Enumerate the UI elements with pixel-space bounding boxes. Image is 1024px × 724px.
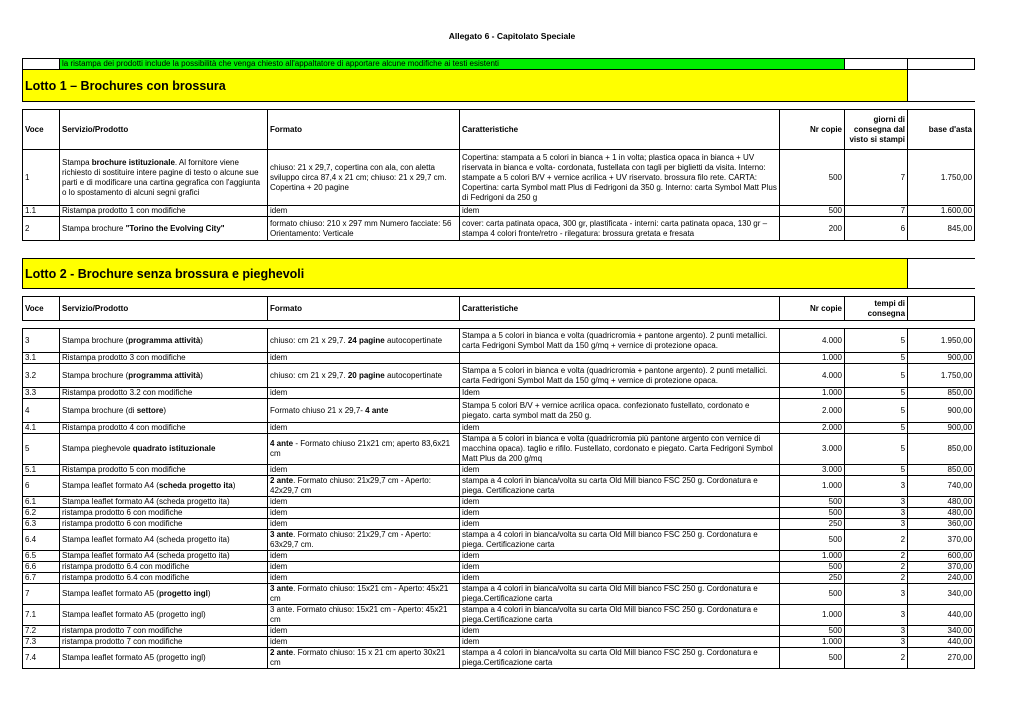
servizio-cell-bold: quadrato istituzionale — [132, 444, 216, 453]
table-row — [23, 150, 975, 206]
copie-cell: 500 — [780, 497, 845, 508]
formato-cell-post: . Formato chiuso: 15 x 21 cm aperto 30x21 cm — [270, 648, 446, 667]
lotto2-title: Lotto 2 - Brochure senza brossura e pieghevoli — [23, 259, 908, 289]
servizio-cell-post: ) — [163, 405, 167, 415]
copie-cell: 1.000 — [780, 388, 845, 399]
formato-cell-bold: 2 ante — [270, 648, 294, 657]
servizio-cell — [60, 150, 268, 206]
table-row — [23, 399, 975, 423]
formato-cell-bold: 20 pagine — [347, 370, 385, 380]
servizio-cell-pre: ristampa prodotto 6.4 con modifiche — [62, 562, 190, 571]
formato-cell-pre: idem — [270, 519, 288, 528]
formato-cell-pre: idem — [270, 465, 288, 474]
servizio-cell — [60, 508, 268, 519]
table-row — [23, 648, 975, 669]
servizio-cell — [60, 584, 268, 605]
servizio-cell-pre: Stampa leaflet formato A4 ( — [62, 481, 159, 490]
table-row — [23, 329, 975, 353]
caratteristiche-cell: cover: carta patinata opaca, 300 gr, plastificata - interni: carta patinata opaca, 130 gr – stampa 4 colori fronte/retro - rilegatura: brossura gretata e fresata — [460, 217, 780, 241]
copie-cell: 500 — [780, 584, 845, 605]
servizio-cell — [60, 465, 268, 476]
base-cell: 740,00 — [908, 476, 975, 497]
servizio-cell — [60, 353, 268, 364]
formato-cell-pre: idem — [270, 388, 288, 397]
table-row — [23, 605, 975, 626]
servizio-cell-pre: Ristampa prodotto 3.2 con modifiche — [62, 388, 193, 397]
formato-cell — [268, 637, 460, 648]
voce-cell: 1.1 — [23, 206, 60, 217]
lotto1-title-row — [23, 70, 975, 102]
voce-cell: 5 — [23, 434, 60, 465]
giorni-cell: 3 — [845, 584, 908, 605]
servizio-cell-pre: Ristampa prodotto 1 con modifiche — [62, 206, 186, 215]
servizio-cell — [60, 648, 268, 669]
formato-cell-pre: formato chiuso: 210 x 297 mm Numero facciate: 56 Orientamento: Verticale — [270, 218, 452, 238]
voce-cell: 2 — [23, 217, 60, 241]
caratteristiche-cell: stampa a 4 colori in bianca/volta su carta Old Mill bianco FSC 250 g. Cordonatura e piega.Certificazione carta — [460, 605, 780, 626]
formato-cell — [268, 508, 460, 519]
formato-cell — [268, 399, 460, 423]
servizio-cell-pre: Stampa leaflet formato A4 (scheda progetto ita) — [62, 551, 230, 560]
copie-cell: 250 — [780, 519, 845, 530]
voce-cell: 6 — [23, 476, 60, 497]
base-cell: 370,00 — [908, 562, 975, 573]
servizio-cell — [60, 551, 268, 562]
base-cell: 270,00 — [908, 648, 975, 669]
table-row — [23, 584, 975, 605]
giorni-cell: 3 — [845, 508, 908, 519]
giorni-cell: 5 — [845, 434, 908, 465]
formato-cell-pre: idem — [270, 206, 288, 215]
servizio-cell-bold: programma attività — [128, 370, 201, 380]
table-row — [23, 626, 975, 637]
servizio-cell-pre: Stampa leaflet formato A4 (scheda progetto ita) — [62, 535, 230, 544]
base-cell: 480,00 — [908, 497, 975, 508]
formato-cell-pre: idem — [270, 497, 288, 506]
copie-cell: 4.000 — [780, 329, 845, 353]
formato-cell — [268, 217, 460, 241]
formato-cell-pre: chiuso: cm 21 x 29,7. — [270, 335, 348, 345]
voce-cell: 3.2 — [23, 364, 60, 388]
header-voce: Voce — [23, 297, 60, 321]
servizio-cell — [60, 605, 268, 626]
lotto2-header-row — [23, 297, 975, 321]
caratteristiche-cell: idem — [460, 562, 780, 573]
table-row — [23, 423, 975, 434]
table-row — [23, 206, 975, 217]
servizio-cell — [60, 434, 268, 465]
header-copie: Nr copie — [780, 297, 845, 321]
caratteristiche-cell: Idem — [460, 388, 780, 399]
base-cell: 900,00 — [908, 423, 975, 434]
base-cell: 850,00 — [908, 388, 975, 399]
servizio-cell-pre: Stampa pieghevole — [62, 444, 133, 453]
caratteristiche-cell: idem — [460, 637, 780, 648]
servizio-cell — [60, 573, 268, 584]
formato-cell — [268, 150, 460, 206]
formato-cell-pre: idem — [270, 508, 288, 517]
copie-cell: 500 — [780, 626, 845, 637]
voce-cell: 4 — [23, 399, 60, 423]
giorni-cell: 3 — [845, 476, 908, 497]
caratteristiche-cell: idem — [460, 423, 780, 434]
servizio-cell-post: ) — [200, 370, 203, 380]
formato-cell — [268, 497, 460, 508]
formato-cell — [268, 465, 460, 476]
table-row — [23, 217, 975, 241]
servizio-cell-pre: Stampa leaflet formato A5 ( — [62, 589, 159, 598]
copie-cell: 500 — [780, 648, 845, 669]
servizio-cell-bold: settore — [136, 405, 164, 415]
copie-cell: 1.000 — [780, 551, 845, 562]
header-giorni: tempi di consegna — [845, 297, 908, 321]
voce-cell: 6.4 — [23, 530, 60, 551]
voce-cell: 7.4 — [23, 648, 60, 669]
servizio-cell — [60, 423, 268, 434]
servizio-cell — [60, 399, 268, 423]
servizio-cell — [60, 217, 268, 241]
table-row — [23, 434, 975, 465]
servizio-cell-pre: Ristampa prodotto 5 con modifiche — [62, 465, 186, 474]
formato-cell — [268, 648, 460, 669]
servizio-cell-bold: brochure istituzionale — [91, 157, 175, 167]
formato-cell — [268, 353, 460, 364]
formato-cell-bold: 3 ante — [270, 584, 294, 593]
copie-cell: 250 — [780, 573, 845, 584]
lotto2-title-row — [23, 259, 975, 289]
caratteristiche-cell: Stampa a 5 colori in bianca e volta (quadricromia + pantone argento). 2 punti metallici. carta Fedrigoni Symbol Matt da 150 g/mq + vernice di protezione opaca. — [460, 364, 780, 388]
formato-cell-pre: idem — [270, 562, 288, 571]
voce-cell: 6.3 — [23, 519, 60, 530]
caratteristiche-cell: idem — [460, 497, 780, 508]
note-row — [23, 59, 975, 70]
servizio-cell-pre: Ristampa prodotto 3 con modifiche — [62, 353, 186, 362]
servizio-cell — [60, 329, 268, 353]
formato-cell — [268, 423, 460, 434]
spreadsheet — [22, 58, 974, 669]
header-base: base d'asta — [908, 110, 975, 150]
servizio-cell — [60, 530, 268, 551]
base-cell: 900,00 — [908, 353, 975, 364]
formato-cell-bold: 4 ante — [365, 405, 389, 415]
voce-cell: 7.3 — [23, 637, 60, 648]
giorni-cell: 2 — [845, 562, 908, 573]
voce-cell: 3 — [23, 329, 60, 353]
copie-cell: 1.000 — [780, 353, 845, 364]
caratteristiche-cell: stampa a 4 colori in bianca/volta su carta Old Mill bianco FSC 250 g. Cordonatura e piega.Certificazione carta — [460, 584, 780, 605]
giorni-cell: 7 — [845, 150, 908, 206]
giorni-cell: 5 — [845, 423, 908, 434]
formato-cell — [268, 573, 460, 584]
formato-cell-post: . Formato chiuso: 21x29,7 cm - Aperto: 63x29,7 cm. — [270, 530, 431, 549]
voce-cell: 6.2 — [23, 508, 60, 519]
servizio-cell-bold: scheda progetto ita — [158, 481, 233, 490]
formato-cell — [268, 434, 460, 465]
formato-cell — [268, 626, 460, 637]
servizio-cell-pre: Stampa leaflet formato A4 (scheda progetto ita) — [62, 497, 230, 506]
servizio-cell-pre: ristampa prodotto 6.4 con modifiche — [62, 573, 190, 582]
formato-cell-post: autocopertinate — [384, 370, 443, 380]
base-cell: 370,00 — [908, 530, 975, 551]
caratteristiche-cell: Copertina: stampata a 5 colori in bianca + 1 in volta; plastica opaca in bianca + UV riservata in bianca e volta- cordonata, fustellata con tagli per biglietti da visita. Interno: stampate a 5 colori B/V + vernice acrilica + UV riservato. brossura filo rete. CARTA: Copertina: carta Symbol matt Plus di Fedrigoni da 350 g. Interno: carta Symbol Matt Plus di Fedrigoni da 250 g — [460, 150, 780, 206]
table-row — [23, 476, 975, 497]
copie-cell: 2.000 — [780, 399, 845, 423]
formato-cell-pre: idem — [270, 353, 288, 362]
formato-cell-pre: chiuso: 21 x 29,7, copertina con ala, con aletta sviluppo circa 87,4 x 21 cm; chiuso: 21 x 29,7 cm. Copertina + 20 pagine — [270, 162, 447, 192]
lotto1-title: Lotto 1 – Brochures con brossura — [23, 70, 908, 102]
capitolato-table — [22, 58, 975, 669]
servizio-cell-bold: programma attività — [128, 335, 201, 345]
giorni-cell: 2 — [845, 530, 908, 551]
base-cell: 850,00 — [908, 465, 975, 476]
header-caratteristiche: Caratteristiche — [460, 297, 780, 321]
header-giorni: giorni di consegna dal visto si stampi — [845, 110, 908, 150]
base-cell: 1.950,00 — [908, 329, 975, 353]
giorni-cell: 6 — [845, 217, 908, 241]
giorni-cell: 5 — [845, 399, 908, 423]
copie-cell: 1.000 — [780, 476, 845, 497]
base-cell: 480,00 — [908, 508, 975, 519]
caratteristiche-cell: Stampa a 5 colori in bianca e volta (quadricromia + pantone argento). 2 punti metallici. carta Fedrigoni Symbol Matt da 150 g/mq + vernice di protezione opaca. — [460, 329, 780, 353]
copie-cell: 500 — [780, 150, 845, 206]
base-cell: 240,00 — [908, 573, 975, 584]
formato-cell — [268, 206, 460, 217]
caratteristiche-cell: stampa a 4 colori in bianca/volta su carta Old Mill bianco FSC 250 g. Cordonatura e piega. Certificazione carta — [460, 476, 780, 497]
table-row — [23, 364, 975, 388]
giorni-cell: 3 — [845, 519, 908, 530]
giorni-cell: 3 — [845, 637, 908, 648]
copie-cell: 2.000 — [780, 423, 845, 434]
formato-cell — [268, 388, 460, 399]
servizio-cell — [60, 637, 268, 648]
base-cell: 440,00 — [908, 637, 975, 648]
base-cell: 1.750,00 — [908, 364, 975, 388]
servizio-cell — [60, 388, 268, 399]
servizio-cell — [60, 476, 268, 497]
header-servizio: Servizio/Prodotto — [60, 110, 268, 150]
formato-cell-pre: idem — [270, 637, 288, 646]
formato-cell-bold: 3 ante — [270, 530, 294, 539]
table-row — [23, 388, 975, 399]
servizio-cell-pre: Stampa brochure (di — [62, 405, 137, 415]
copie-cell: 500 — [780, 508, 845, 519]
table-row — [23, 497, 975, 508]
servizio-cell-pre: Stampa — [62, 157, 92, 167]
header-caratteristiche: Caratteristiche — [460, 110, 780, 150]
base-cell: 600,00 — [908, 551, 975, 562]
caratteristiche-cell: idem — [460, 626, 780, 637]
giorni-cell: 5 — [845, 364, 908, 388]
caratteristiche-cell: idem — [460, 206, 780, 217]
formato-cell-pre: idem — [270, 423, 288, 432]
base-cell: 850,00 — [908, 434, 975, 465]
base-cell: 1.600,00 — [908, 206, 975, 217]
copie-cell: 500 — [780, 206, 845, 217]
giorni-cell: 3 — [845, 626, 908, 637]
formato-cell-pre: idem — [270, 551, 288, 560]
document-title: Allegato 6 - Capitolato Speciale — [448, 31, 576, 41]
formato-cell-post: - Formato chiuso 21x21 cm; aperto 83,6x21 cm — [270, 439, 451, 458]
voce-cell: 6.6 — [23, 562, 60, 573]
header-formato: Formato — [268, 297, 460, 321]
formato-cell-pre: Formato chiuso 21 x 29,7- — [270, 405, 366, 415]
servizio-cell-pre: ristampa prodotto 6 con modifiche — [62, 508, 183, 517]
copie-cell: 500 — [780, 530, 845, 551]
servizio-cell-pre: ristampa prodotto 6 con modifiche — [62, 519, 183, 528]
servizio-cell-pre: Stampa brochure ( — [62, 370, 129, 380]
base-cell: 340,00 — [908, 584, 975, 605]
base-cell: 340,00 — [908, 626, 975, 637]
servizio-cell — [60, 497, 268, 508]
table-row — [23, 551, 975, 562]
base-cell: 1.750,00 — [908, 150, 975, 206]
base-cell: 845,00 — [908, 217, 975, 241]
caratteristiche-cell: idem — [460, 519, 780, 530]
servizio-cell-pre: Stampa leaflet formato A5 (progetto ingl) — [62, 653, 206, 662]
servizio-cell — [60, 364, 268, 388]
formato-cell-pre: idem — [270, 573, 288, 582]
voce-cell: 3.1 — [23, 353, 60, 364]
servizio-cell — [60, 519, 268, 530]
table-row — [23, 353, 975, 364]
servizio-cell-post: ) — [232, 481, 236, 490]
copie-cell: 200 — [780, 217, 845, 241]
voce-cell: 7.2 — [23, 626, 60, 637]
formato-cell-pre: 3 ante. Formato chiuso: 15x21 cm - Aperto: 45x21 cm — [270, 605, 448, 624]
copie-cell: 1.000 — [780, 605, 845, 626]
base-cell: 440,00 — [908, 605, 975, 626]
base-cell: 360,00 — [908, 519, 975, 530]
table-row — [23, 637, 975, 648]
giorni-cell: 5 — [845, 353, 908, 364]
table-row — [23, 530, 975, 551]
formato-cell — [268, 584, 460, 605]
header-formato: Formato — [268, 110, 460, 150]
giorni-cell: 7 — [845, 206, 908, 217]
servizio-cell-post: ) — [207, 589, 211, 598]
formato-cell-post: . Formato chiuso: 15x21 cm - Aperto: 45x21 cm — [270, 584, 449, 603]
lotto1-header-row — [23, 110, 975, 150]
caratteristiche-cell: Stampa 5 colori B/V + vernice acrilica opaca. confezionato fustellato, cordonato e piegato. carta symbol matt da 250 g. — [460, 399, 780, 423]
servizio-cell — [60, 562, 268, 573]
caratteristiche-cell — [460, 353, 780, 364]
servizio-cell-post: . Al fornitore viene richiesto di sostituire intere pagine di testo o alcune sue parti e di modificare una cartina gegrafica con l'aggiunta o lo spostamento di alcuni segni grafici — [62, 157, 261, 197]
servizio-cell-bold: "Torino the Evolving City" — [125, 223, 225, 233]
voce-cell: 4.1 — [23, 423, 60, 434]
formato-cell — [268, 530, 460, 551]
servizio-cell — [60, 626, 268, 637]
voce-cell: 7 — [23, 584, 60, 605]
caratteristiche-cell: idem — [460, 551, 780, 562]
servizio-cell-post: ) — [200, 335, 203, 345]
giorni-cell: 3 — [845, 605, 908, 626]
voce-cell: 6.5 — [23, 551, 60, 562]
header-servizio: Servizio/Prodotto — [60, 297, 268, 321]
copie-cell: 500 — [780, 562, 845, 573]
caratteristiche-cell: idem — [460, 465, 780, 476]
copie-cell: 3.000 — [780, 465, 845, 476]
formato-cell — [268, 605, 460, 626]
formato-cell — [268, 364, 460, 388]
caratteristiche-cell: idem — [460, 573, 780, 584]
voce-cell: 5.1 — [23, 465, 60, 476]
header-copie: Nr copie — [780, 110, 845, 150]
table-row — [23, 508, 975, 519]
formato-cell — [268, 329, 460, 353]
caratteristiche-cell: stampa a 4 colori in bianca/volta su carta Old Mill bianco FSC 250 g. Cordonatura e piega. Certificazione carta — [460, 530, 780, 551]
servizio-cell-bold: progetto ingl — [158, 589, 208, 598]
giorni-cell: 2 — [845, 551, 908, 562]
formato-cell-bold: 4 ante — [270, 439, 294, 448]
copie-cell: 3.000 — [780, 434, 845, 465]
servizio-cell-pre: Stampa leaflet formato A5 (progetto ingl) — [62, 610, 206, 619]
caratteristiche-cell: stampa a 4 colori in bianca/volta su carta Old Mill bianco FSC 250 g. Cordonatura e piega.Certificazione carta — [460, 648, 780, 669]
giorni-cell: 2 — [845, 648, 908, 669]
table-row — [23, 562, 975, 573]
copie-cell: 4.000 — [780, 364, 845, 388]
voce-cell: 3.3 — [23, 388, 60, 399]
giorni-cell: 5 — [845, 329, 908, 353]
formato-cell — [268, 476, 460, 497]
servizio-cell-pre: Stampa brochure ( — [62, 335, 129, 345]
formato-cell-bold: 2 ante — [270, 476, 294, 485]
servizio-cell-pre: ristampa prodotto 7 con modifiche — [62, 626, 183, 635]
formato-cell — [268, 551, 460, 562]
table-row — [23, 519, 975, 530]
base-cell: 900,00 — [908, 399, 975, 423]
formato-cell — [268, 562, 460, 573]
giorni-cell: 5 — [845, 388, 908, 399]
voce-cell: 7.1 — [23, 605, 60, 626]
header-base — [908, 297, 975, 321]
servizio-cell — [60, 206, 268, 217]
giorni-cell: 3 — [845, 497, 908, 508]
copie-cell: 1.000 — [780, 637, 845, 648]
table-row — [23, 573, 975, 584]
servizio-cell-pre: ristampa prodotto 7 con modifiche — [62, 637, 183, 646]
formato-cell-bold: 24 pagine — [347, 335, 385, 345]
caratteristiche-cell: Stampa a 5 colori in bianca e volta (quadricromia più pantone argento con vernice di macchina opaca). taglio e rifilo. Fustellato, cordonato e piegato. Carta Fedrigoni Symbol Matt Plus da 200 g/mq — [460, 434, 780, 465]
voce-cell: 6.7 — [23, 573, 60, 584]
note-text: la ristampa dei prodotti include la possibilità che venga chiesto all'appaltatore di apportare alcune modifiche ai testi esistenti — [60, 59, 845, 70]
formato-cell-post: autocopertinate — [384, 335, 443, 345]
giorni-cell: 2 — [845, 573, 908, 584]
formato-cell-post: . Formato chiuso: 21x29,7 cm - Aperto: 42x29,7 cm — [270, 476, 431, 495]
servizio-cell-pre: Ristampa prodotto 4 con modifiche — [62, 423, 186, 432]
formato-cell-pre: idem — [270, 626, 288, 635]
voce-cell: 1 — [23, 150, 60, 206]
formato-cell-pre: chiuso: cm 21 x 29,7. — [270, 370, 348, 380]
caratteristiche-cell: idem — [460, 508, 780, 519]
giorni-cell: 5 — [845, 465, 908, 476]
voce-cell: 6.1 — [23, 497, 60, 508]
servizio-cell-pre: Stampa brochure — [62, 223, 126, 233]
header-voce: Voce — [23, 110, 60, 150]
table-row — [23, 465, 975, 476]
formato-cell — [268, 519, 460, 530]
